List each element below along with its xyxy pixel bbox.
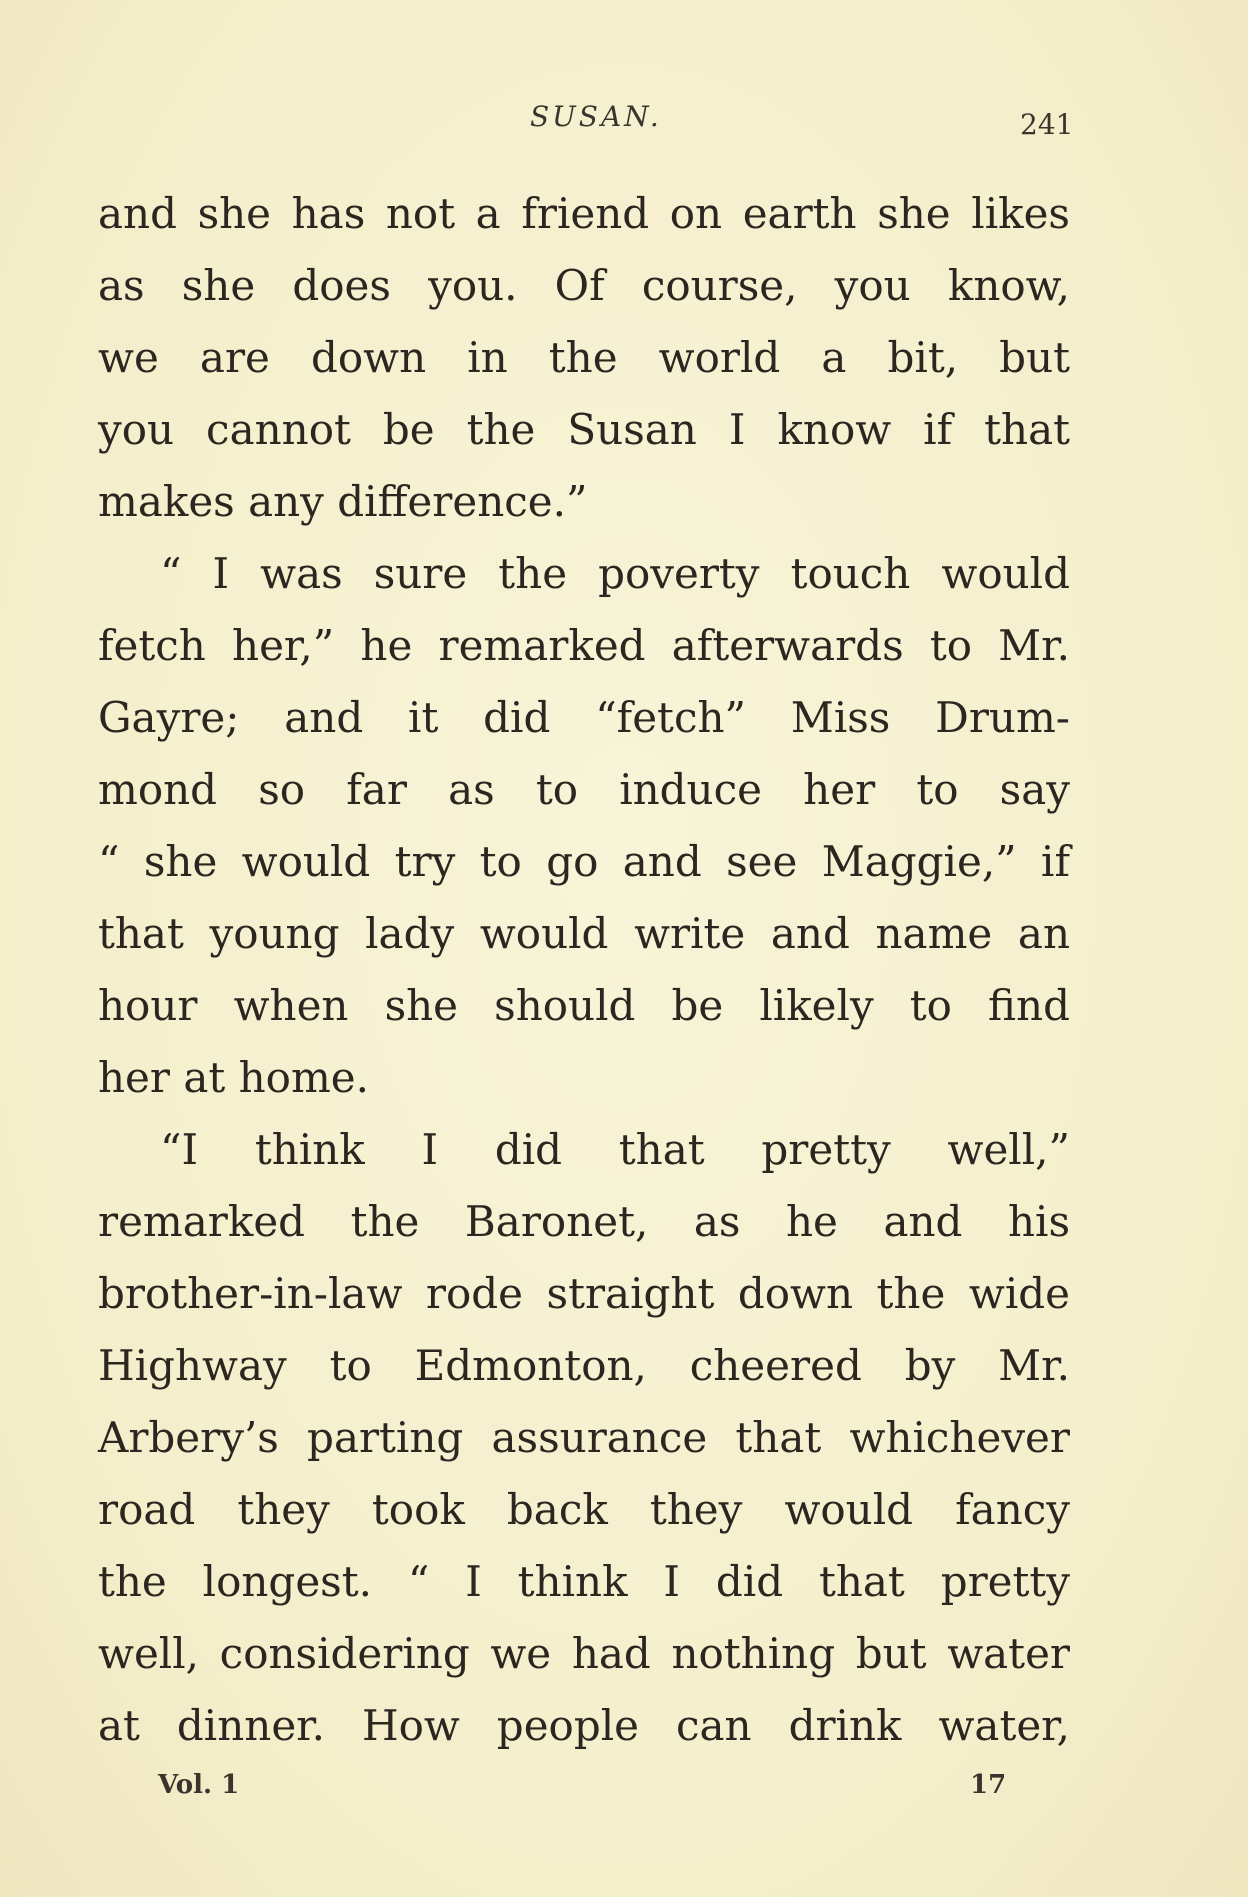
text-line: Arbery’s parting assurance that whichever xyxy=(98,1413,1070,1462)
text-line: Gayre; and it did “fetch” Miss Drum- xyxy=(98,693,1070,742)
signature-mark: 17 xyxy=(970,1770,1007,1800)
volume-label: Vol. 1 xyxy=(158,1770,240,1800)
text-line: makes any difference.” xyxy=(98,477,588,526)
text-line: her at home. xyxy=(98,1053,369,1102)
text-line: hour when she should be likely to find xyxy=(98,981,1070,1030)
running-head-title: SUSAN. xyxy=(530,100,662,133)
page-number: 241 xyxy=(1020,108,1074,141)
text-line: mond so far as to induce her to say xyxy=(98,765,1070,814)
text-line: “ she would try to go and see Maggie,” if xyxy=(98,837,1070,886)
text-line: as she does you. Of course, you know, xyxy=(98,261,1070,310)
text-line: and she has not a friend on earth she likes xyxy=(98,189,1070,238)
text-line: that young lady would write and name an xyxy=(98,909,1070,958)
page-footer xyxy=(0,1770,1248,1810)
body-text xyxy=(98,178,1070,1762)
text-line: remarked the Baronet, as he and his xyxy=(98,1197,1070,1246)
text-line: well, considering we had nothing but water xyxy=(98,1629,1070,1678)
text-line: Highway to Edmonton, cheered by Mr. xyxy=(98,1341,1070,1390)
text-line: road they took back they would fancy xyxy=(98,1485,1070,1534)
text-line: the longest. “ I think I did that pretty xyxy=(98,1557,1070,1606)
text-line: at dinner. How people can drink water, xyxy=(98,1701,1070,1750)
text-line: we are down in the world a bit, but xyxy=(98,333,1070,382)
text-line: you cannot be the Susan I know if that xyxy=(98,405,1070,454)
text-line: brother-in-law rode straight down the wide xyxy=(98,1269,1070,1318)
text-line: “ I was sure the poverty touch would xyxy=(160,549,1070,598)
running-head xyxy=(0,100,1248,140)
text-line: fetch her,” he remarked afterwards to Mr. xyxy=(98,621,1070,670)
text-line: “I think I did that pretty well,” xyxy=(160,1125,1070,1174)
